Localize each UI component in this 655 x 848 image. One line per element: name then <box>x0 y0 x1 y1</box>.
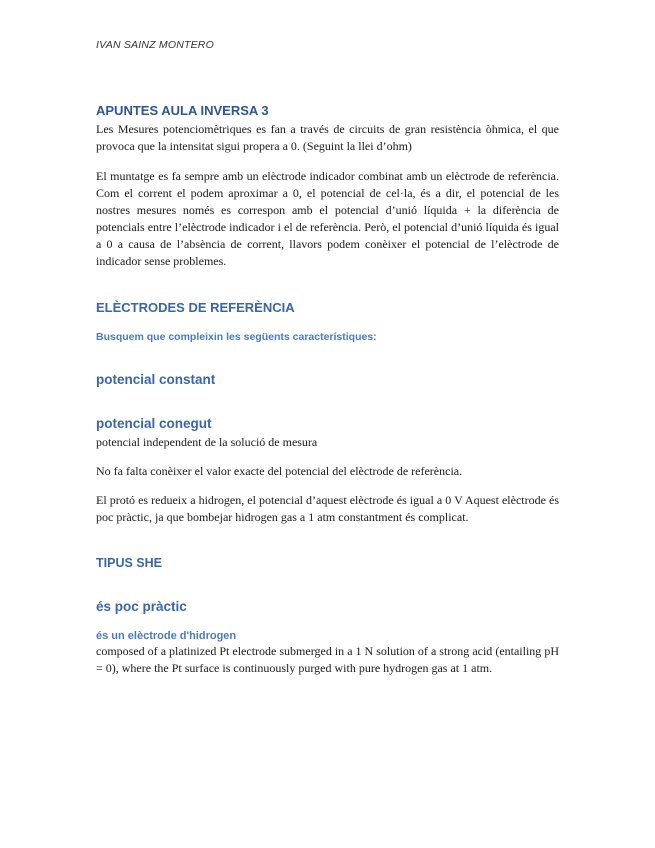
heading-reference-electrodes: ELÈCTRODES DE REFERÈNCIA <box>96 300 295 315</box>
document-title: APUNTES AULA INVERSA 3 <box>96 103 269 118</box>
paragraph-setup: El muntatge es fa sempre amb un elèctrode indicador combinat amb un elèctrode de referència. Com el corrent el podem aproximar a 0, el potencial de cel·la, és a dir, el potencial de les nostres mesures només es correspon amb el potencial d’unió líquida + la diferència de potencials entre l’elèctrode indicador i el de referència. Però, el potencial d’unió líquida és igual a 0 a causa de l’absència de corrent, llavors podem conèixer el potencial de l’elèctrode de indicador sense problemes. <box>96 169 559 268</box>
heading-she-type: TIPUS SHE <box>96 556 162 570</box>
document-body <box>96 103 559 677</box>
paragraph-measures: Les Mesures potenciomètriques es fan a través de circuits de gran resistència òhmica, el que provoca que la intensitat sigui propera a 0. (Seguint la llei d’ohm) <box>96 122 559 153</box>
header-author: IVAN SAINZ MONTERO <box>96 39 214 51</box>
heading-constant-potential: potencial constant <box>96 372 216 387</box>
heading-known-potential: potencial conegut <box>96 416 212 431</box>
heading-not-practical: és poc pràctic <box>96 599 187 614</box>
paragraph-no-need: No fa falta conèixer el valor exacte del potencial del elèctrode de referència. <box>96 464 463 478</box>
subheading-characteristics: Busquem que compleixin les següents característiques: <box>96 331 377 343</box>
paragraph-composed: composed of a platinized Pt electrode submerged in a 1 N solution of a strong acid (entailing pH = 0), where the Pt surface is continuously purged with pure hydrogen gas at 1 atm. <box>96 644 559 675</box>
paragraph-proton: El protó es redueix a hidrogen, el potencial d’aquest elèctrode és igual a 0 V Aquest elèctrode és poc pràctic, ja que bombejar hidrogen gas a 1 atm constantment és complicat. <box>96 493 559 524</box>
paragraph-independent: potencial independent de la solució de mesura <box>96 435 318 449</box>
heading-hydrogen-electrode: és un elèctrode d'hidrogen <box>96 630 237 642</box>
